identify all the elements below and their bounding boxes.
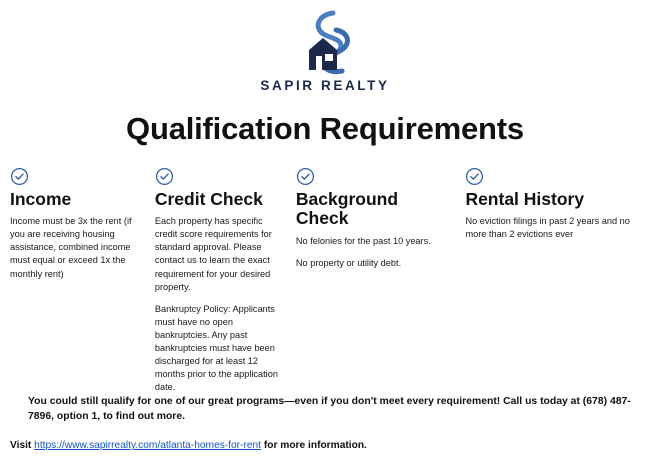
website-link[interactable]: https://www.sapirrealty.com/atlanta-homes-for-rent: [34, 440, 262, 451]
column-body: [296, 235, 452, 270]
requirement-column-background-check: [296, 167, 466, 394]
brand-wordmark: SAPIR REALTY: [260, 78, 390, 93]
column-heading: Rental History: [465, 189, 585, 209]
column-paragraph: Bankruptcy Policy: Applicants must have no open bankruptcies. Any past bankruptcies must have been discharged for at least 12 months prior to the application date.: [154, 303, 278, 392]
check-circle-icon: [10, 167, 29, 186]
page-title: Qualification Requirements: [126, 111, 524, 146]
requirement-column-income: [10, 167, 155, 394]
visit-prefix: Visit: [10, 440, 35, 451]
column-paragraph: No eviction filings in past 2 years and no more than 2 evictions ever: [465, 216, 630, 240]
column-paragraph: No felonies for the past 10 years.: [295, 235, 431, 246]
footer-cta-block: [0, 394, 650, 425]
check-circle-icon: [296, 167, 315, 186]
requirement-column-rental-history: [465, 167, 638, 394]
footer-cta-text: You could still qualify for one of our great programs—even if you don't meet every requirement! Call us today at (678) 487-7896, option 1, to find out more.: [28, 395, 631, 423]
footer-visit-line: [0, 440, 650, 451]
column-paragraph: Each property has specific credit score requirements for standard approval. Please contact us to learn the exact requirement for your desired property.: [154, 216, 272, 292]
column-body: [10, 215, 141, 280]
column-paragraph: No property or utility debt.: [295, 257, 402, 268]
requirement-column-credit-check: [155, 167, 296, 394]
column-paragraph: Income must be 3x the rent (if you are receiving housing assistance, combined income must equal or exceed 1x the monthly rent): [10, 216, 132, 279]
column-heading: Background Check: [295, 189, 399, 229]
check-circle-icon: [155, 167, 174, 186]
brand-logo: [0, 0, 650, 93]
visit-suffix: for more information.: [261, 440, 367, 451]
column-body: [155, 215, 282, 394]
sapir-realty-monogram-icon: [289, 10, 361, 76]
column-heading: Credit Check: [154, 189, 263, 209]
column-body: [465, 215, 638, 241]
requirements-columns: [0, 167, 650, 394]
column-heading: Income: [10, 189, 72, 209]
check-circle-icon: [465, 167, 484, 186]
